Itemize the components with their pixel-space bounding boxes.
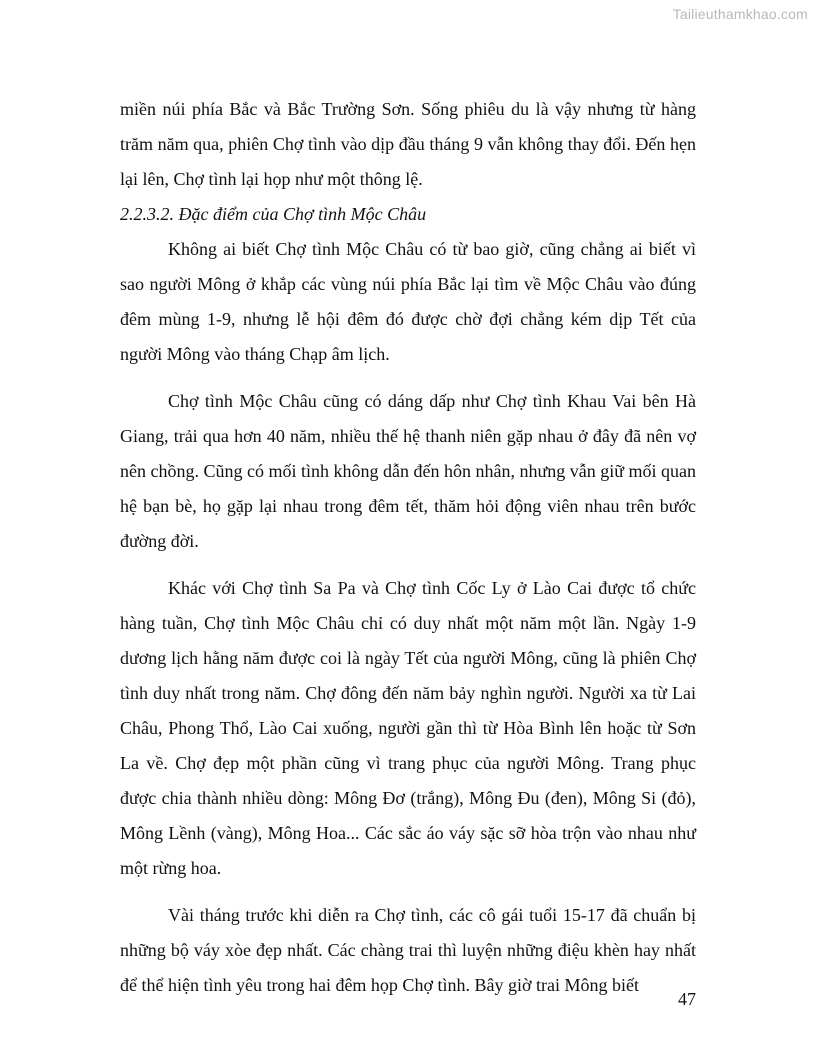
paragraph-preparation: Vài tháng trước khi diễn ra Chợ tình, các cô gái tuổi 15-17 đã chuẩn bị những bộ váy xòe đẹp nhất. Các chàng trai thì luyện những điệu khèn hay nhất để thể hiện tình yêu trong hai đêm họp Chợ tình. Bây giờ trai Mông biết	[120, 905, 696, 995]
section-heading: 2.2.3.2. Đặc điểm của Chợ tình Mộc Châu	[120, 204, 427, 224]
paragraph-khau-vai: Chợ tình Mộc Châu cũng có dáng dấp như Chợ tình Khau Vai bên Hà Giang, trải qua hơn 40 năm, nhiều thế hệ thanh niên gặp nhau ở đây đã nên vợ nên chồng. Cũng có mối tình không dẫn đến hôn nhân, nhưng vẫn giữ mối quan hệ bạn bè, họ gặp lại nhau trong đêm tết, thăm hỏi động viên nhau trên bước đường đời.	[120, 391, 696, 551]
watermark-text: Tailieuthamkhao.com	[672, 6, 808, 22]
page-number: 47	[678, 989, 696, 1009]
paragraph-origin: Không ai biết Chợ tình Mộc Châu có từ bao giờ, cũng chẳng ai biết vì sao người Mông ở khắp các vùng núi phía Bắc lại tìm về Mộc Châu vào đúng đêm mùng 1-9, nhưng lễ hội đêm đó được chờ đợi chẳng kém dịp Tết của người Mông vào tháng Chạp âm lịch.	[120, 239, 696, 364]
paragraph-continuation: miền núi phía Bắc và Bắc Trường Sơn. Sống phiêu du là vậy nhưng từ hàng trăm năm qua, phiên Chợ tình vào dịp đầu tháng 9 vẫn không thay đổi. Đến hẹn lại lên, Chợ tình lại họp như một thông lệ.	[120, 99, 696, 189]
document-body	[120, 92, 696, 1003]
paragraph-sapa-comparison: Khác với Chợ tình Sa Pa và Chợ tình Cốc Ly ở Lào Cai được tổ chức hàng tuần, Chợ tình Mộc Châu chỉ có duy nhất một năm một lần. Ngày 1-9 dương lịch hằng năm được coi là ngày Tết của người Mông, cũng là phiên Chợ tình duy nhất trong năm. Chợ đông đến năm bảy nghìn người. Người xa từ Lai Châu, Phong Thổ, Lào Cai xuống, người gần thì từ Hòa Bình lên hoặc từ Sơn La về. Chợ đẹp một phần cũng vì trang phục của người Mông. Trang phục được chia thành nhiều dòng: Mông Đơ (trắng), Mông Đu (đen), Mông Si (đỏ), Mông Lềnh (vàng), Mông Hoa... Các sắc áo váy sặc sỡ hòa trộn vào nhau như một rừng hoa.	[120, 578, 696, 878]
